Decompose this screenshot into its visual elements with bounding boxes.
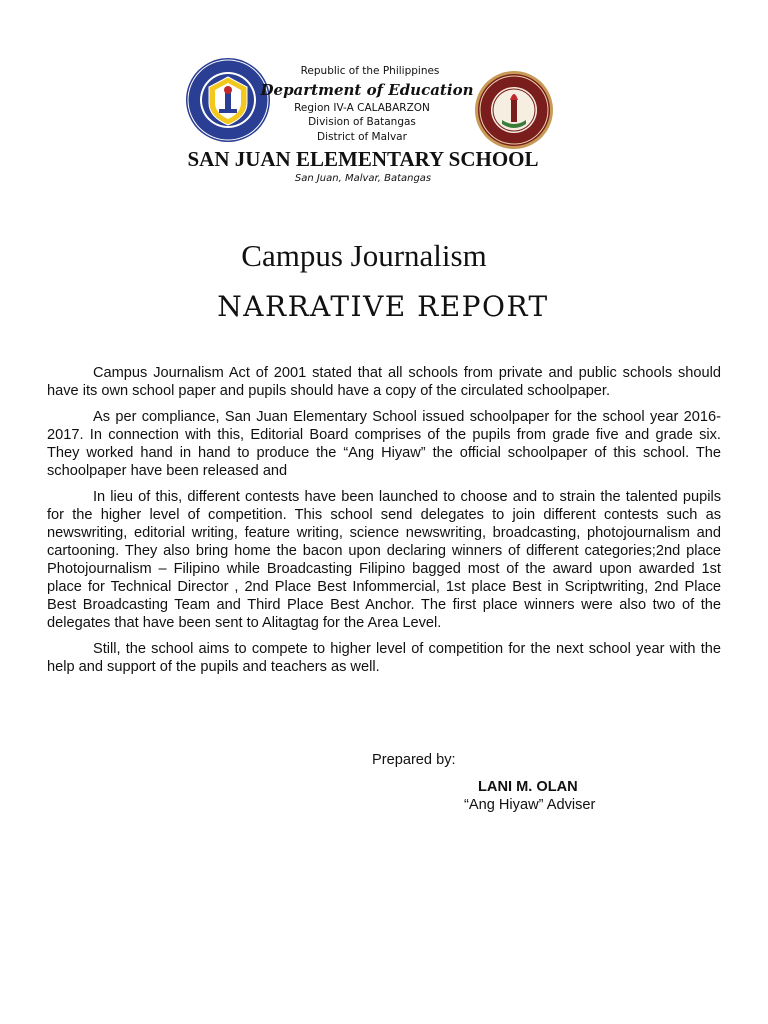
body-paragraph-4: Still, the school aims to compete to higher level of competition for the next school year with the help and support of the pupils and teachers as well.	[47, 641, 721, 675]
republic-line: Republic of the Philippines	[300, 65, 440, 77]
division-line: Division of Batangas	[308, 116, 416, 128]
body-paragraph-1: Campus Journalism Act of 2001 stated that all schools from private and public schools should have its own school paper and pupils should have a copy of the circulated schoolpaper.	[47, 365, 721, 399]
prepared-by-label: Prepared by:	[372, 752, 456, 768]
report-body	[47, 364, 721, 684]
region-line: Region IV-A CALABARZON	[294, 102, 430, 114]
school-name: SAN JUAN ELEMENTARY SCHOOL	[187, 147, 539, 171]
signatory-title: “Ang Hiyaw” Adviser	[464, 797, 596, 813]
school-address: San Juan, Malvar, Batangas	[294, 173, 432, 184]
district-line: District of Malvar	[317, 131, 407, 143]
report-title-subject: Campus Journalism	[241, 238, 487, 273]
body-paragraph-3: In lieu of this, different contests have been launched to choose and to strain the talented pupils for the higher level of competition. This school send delegates to join different contests such as newswriting, editorial writing, feature writing, science newswriting, broadcasting, photojournalism and cartooning. They also bring home the bacon upon declaring winners of different categories;2nd place Photojournalism – Filipino while Broadcasting Filipino bagged most of the award upon awarded 1st place for Technical Director , 2nd Place Best Infommercial, 1st place Best in Scriptwriting, 2nd Place Best Broadcasting Team and Third Place Best Anchor. The first place winners were also two of the delegates that have been sent to Alitagtag for the Area Level.	[47, 489, 721, 631]
body-paragraph-2: As per compliance, San Juan Elementary School issued schoolpaper for the school year 2016-2017. In connection with this, Editorial Board comprises of the pupils from grade five and grade six. They worked hand in hand to produce the “Ang Hiyaw” the official schoolpaper of this school. The schoolpaper have been released and	[47, 409, 721, 479]
department-line: Department of Education	[260, 81, 474, 99]
report-title-main: NARRATIVE REPORT	[217, 290, 549, 323]
signatory-name: LANI M. OLAN	[478, 779, 578, 795]
